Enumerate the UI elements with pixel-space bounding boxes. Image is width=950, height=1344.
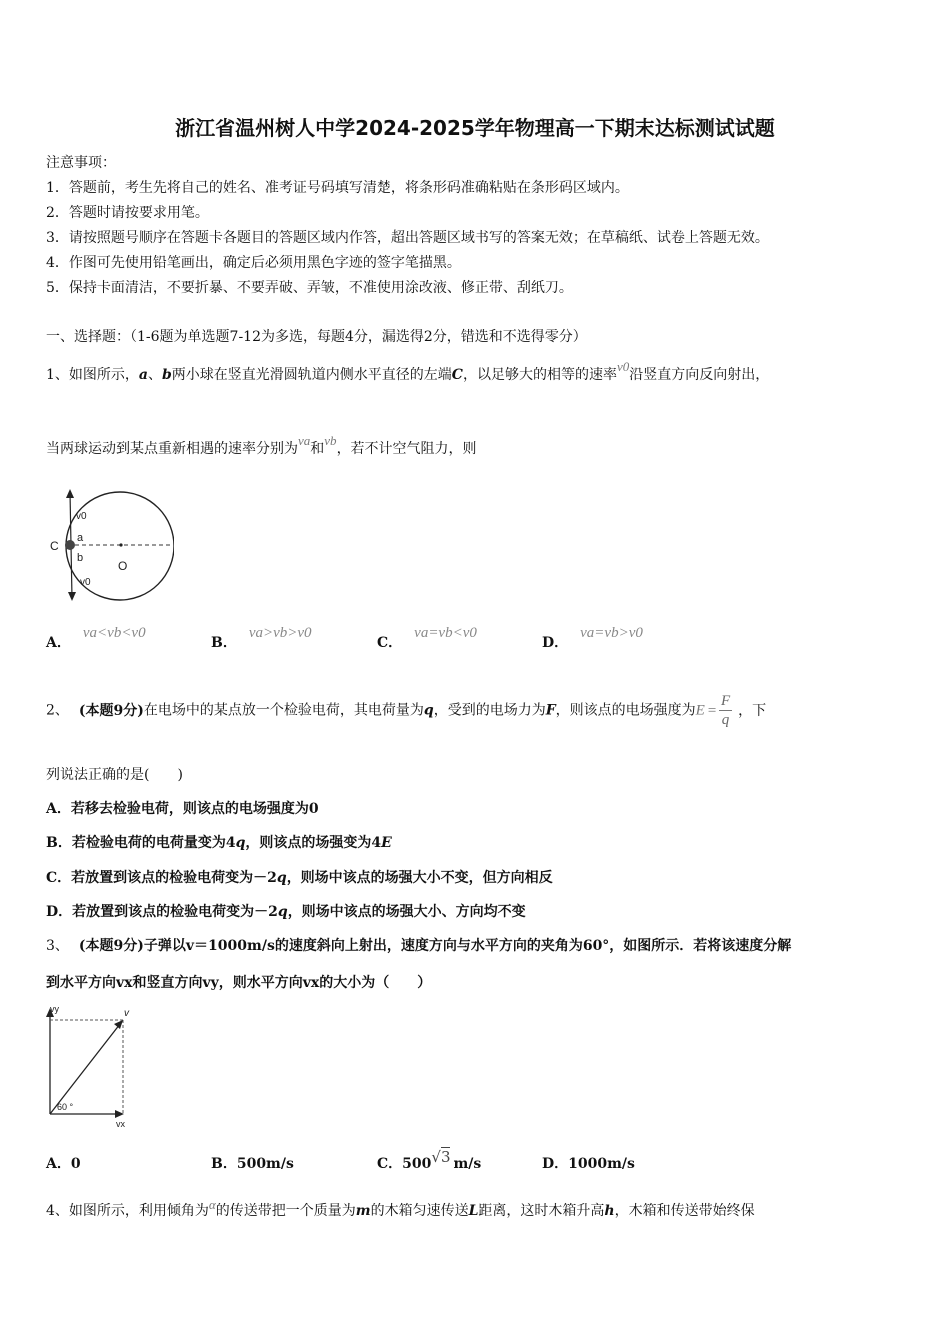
q2-option-c-math: q <box>276 870 287 886</box>
q3-line-2: 到水平方向vx和竖直方向vy，则水平方向vx的大小为（ ） <box>46 975 432 991</box>
q2-option-c-text: ，则场中该点的场强大小不变，但方向相反 <box>286 870 553 886</box>
q1-text: 当两球运动到某点重新相遇的速率分别为 <box>46 441 298 457</box>
q3-option-c-unit: m/s <box>453 1156 482 1172</box>
q2-formula-e: E <box>695 702 705 719</box>
q3-score: (本题9分) <box>78 938 144 954</box>
q2-line-2: 列说法正确的是( ) <box>46 767 183 783</box>
q2-fraction-denominator: q <box>721 712 730 728</box>
q2-option-b[interactable] <box>46 832 392 852</box>
notice-item-1: 1．答题前，考生先将自己的姓名、准考证号码填写清楚，将条形码准确粘贴在条形码区域内。 <box>46 180 629 196</box>
q3-velocity-figure <box>44 1000 144 1130</box>
q3-option-b[interactable] <box>211 1153 294 1173</box>
q2-number: 2、 <box>46 702 69 719</box>
q1-text: 1、如图所示， <box>46 367 139 383</box>
q2-option-d-math: q <box>277 904 288 920</box>
q1-label-c: C <box>50 539 59 553</box>
q3-label-angle: 60 ° <box>57 1102 74 1112</box>
q4-text: 距离，这时木箱升高 <box>478 1203 605 1219</box>
q1-text: 两小球在竖直光滑圆轨道内侧水平直径的左端 <box>171 367 452 383</box>
q1-arrow-up <box>66 489 74 498</box>
q2-option-d-text: ，则场中该点的场强大小、方向均不变 <box>287 904 526 920</box>
q1-option-c-label: C． <box>377 635 403 651</box>
q3-option-a-label: A．0 <box>46 1156 81 1172</box>
q3-label-vx: vx <box>116 1119 125 1129</box>
q1-option-a[interactable] <box>46 625 146 652</box>
q2-option-a-text: A．若移去检验电荷，则该点的电场强度为0 <box>46 801 319 817</box>
q1-vb-symbol: vb <box>324 433 337 448</box>
q1-ball-b: b <box>162 367 172 383</box>
q1-option-d-expr: va=vb>v0 <box>580 625 643 641</box>
q1-option-b-label: B． <box>211 635 237 651</box>
q3-label-v: v <box>124 1008 129 1019</box>
q4-text: 4、如图所示，利用倾角为 <box>46 1203 209 1219</box>
q2-f-symbol: F <box>545 702 556 719</box>
q1-sep: 、 <box>148 367 162 383</box>
q1-option-b-expr: va>vb>v0 <box>248 625 312 641</box>
q1-option-d-label: D． <box>542 635 569 651</box>
q2-option-b-math: E <box>381 835 392 851</box>
q4-text: ，木箱和传送带始终保 <box>614 1203 755 1219</box>
notice-item-5: 5．保持卡面清洁，不要折暴、不要弄破、弄皱，不准使用涂改液、修正带、刮纸刀。 <box>46 280 573 296</box>
q2-formula-eq: = <box>706 702 717 719</box>
q1-va-symbol: va <box>298 433 311 448</box>
q1-line-1 <box>46 359 770 384</box>
q3-option-d-label: D．1000m/s <box>542 1156 635 1172</box>
q1-ball-a: a <box>138 367 148 383</box>
q4-text: 的传送带把一个质量为 <box>215 1203 356 1219</box>
section-heading: 一、选择题：（1-6题为单选题7-12为多选，每题4分，漏选得2分，错选和不选得零分） <box>46 329 587 345</box>
notice-item-2: 2．答题时请按要求用笔。 <box>46 205 209 221</box>
q3-text: 子弹以v＝1000m/s的速度斜向上射出，速度方向与水平方向的夹角为60°，如图所示．若将该速度分解 <box>143 938 792 954</box>
q2-option-a[interactable] <box>46 798 319 818</box>
q1-balls <box>65 540 75 550</box>
q1-option-b[interactable] <box>211 625 312 652</box>
q1-label-o: O <box>118 559 128 573</box>
q2-text: ，下 <box>738 702 767 719</box>
q1-option-a-expr: va<vb<v0 <box>82 625 146 641</box>
q1-label-v0-top: v0 <box>76 511 87 522</box>
q1-text: 和 <box>310 441 325 457</box>
q1-option-c[interactable] <box>377 625 477 652</box>
q3-option-d[interactable] <box>542 1153 635 1173</box>
q2-option-b-math: q <box>235 835 246 851</box>
q2-option-c[interactable] <box>46 867 553 887</box>
q1-arrow-down <box>68 592 76 601</box>
q2-option-d-text: D．若放置到该点的检验电荷变为－2 <box>46 904 278 920</box>
notice-item-3: 3．请按照题号顺序在答题卡各题目的答题区域内作答，超出答题区域书写的答案无效；在草稿纸、试卷上答题无效。 <box>46 230 769 246</box>
q2-option-c-text: C．若放置到该点的检验电荷变为－2 <box>46 870 277 886</box>
q2-option-d[interactable] <box>46 901 526 921</box>
q2-score: (本题9分) <box>78 702 144 719</box>
q1-text: 沿竖直方向反向射出， <box>629 367 770 383</box>
q1-line-2 <box>46 433 477 458</box>
q1-text: ，若不计空气阻力，则 <box>336 441 477 457</box>
q3-line-1 <box>46 935 791 955</box>
q4-text: 的木箱匀速传送 <box>370 1203 469 1219</box>
q2-formula-fraction <box>719 692 732 729</box>
q1-circle-figure <box>44 486 174 606</box>
q3-option-c-label: C．500 <box>377 1156 432 1172</box>
q1-option-a-label: A． <box>46 635 71 651</box>
q3-option-c[interactable] <box>377 1148 482 1173</box>
q2-text: ，受到的电场力为 <box>433 702 546 719</box>
q2-q-symbol: q <box>423 702 434 719</box>
q1-label-a: a <box>77 532 84 544</box>
q2-text: 在电场中的某点放一个检验电荷，其电荷量为 <box>143 702 424 719</box>
q1-option-c-expr: va=vb<v0 <box>414 625 477 641</box>
q1-label-v0-bottom: v0 <box>80 577 91 588</box>
q3-sqrt-value: 3 <box>440 1148 451 1166</box>
q3-velocity-arrow <box>114 1020 123 1029</box>
q1-v0-symbol: v0 <box>616 359 630 374</box>
q2-line-1 <box>46 692 766 729</box>
q1-option-d[interactable] <box>542 625 643 652</box>
q1-point-c: C <box>451 367 463 383</box>
q4-l-symbol: L <box>468 1203 479 1219</box>
q4-alpha-symbol: α <box>208 1197 216 1212</box>
q3-option-a[interactable] <box>46 1153 81 1173</box>
q1-center-dot <box>119 543 122 546</box>
q2-fraction-numerator: F <box>720 693 731 709</box>
q4-m-symbol: m <box>355 1203 371 1219</box>
q4-h-symbol: h <box>604 1203 615 1219</box>
q1-label-b: b <box>77 552 84 564</box>
page-title: 浙江省温州树人中学2024-2025学年物理高一下期末达标测试试题 <box>175 116 775 140</box>
notice-heading: 注意事项： <box>46 155 116 171</box>
q2-text: ，则该点的电场强度为 <box>555 702 696 719</box>
q3-sqrt-sign: √ <box>431 1148 441 1166</box>
q1-text: ，以足够大的相等的速率 <box>462 367 617 383</box>
q4-line-1 <box>46 1197 755 1220</box>
q3-number: 3、 <box>46 938 69 954</box>
notice-item-4: 4．作图可先使用铅笔画出，确定后必须用黑色字迹的签字笔描黑。 <box>46 255 461 271</box>
q2-option-b-text: B．若检验电荷的电荷量变为4 <box>46 835 236 851</box>
q3-velocity-vector <box>50 1024 120 1114</box>
q3-label-vy: vy <box>50 1004 59 1014</box>
q2-option-b-text: ，则该点的场强变为4 <box>245 835 382 851</box>
q3-option-b-label: B．500m/s <box>211 1156 294 1172</box>
